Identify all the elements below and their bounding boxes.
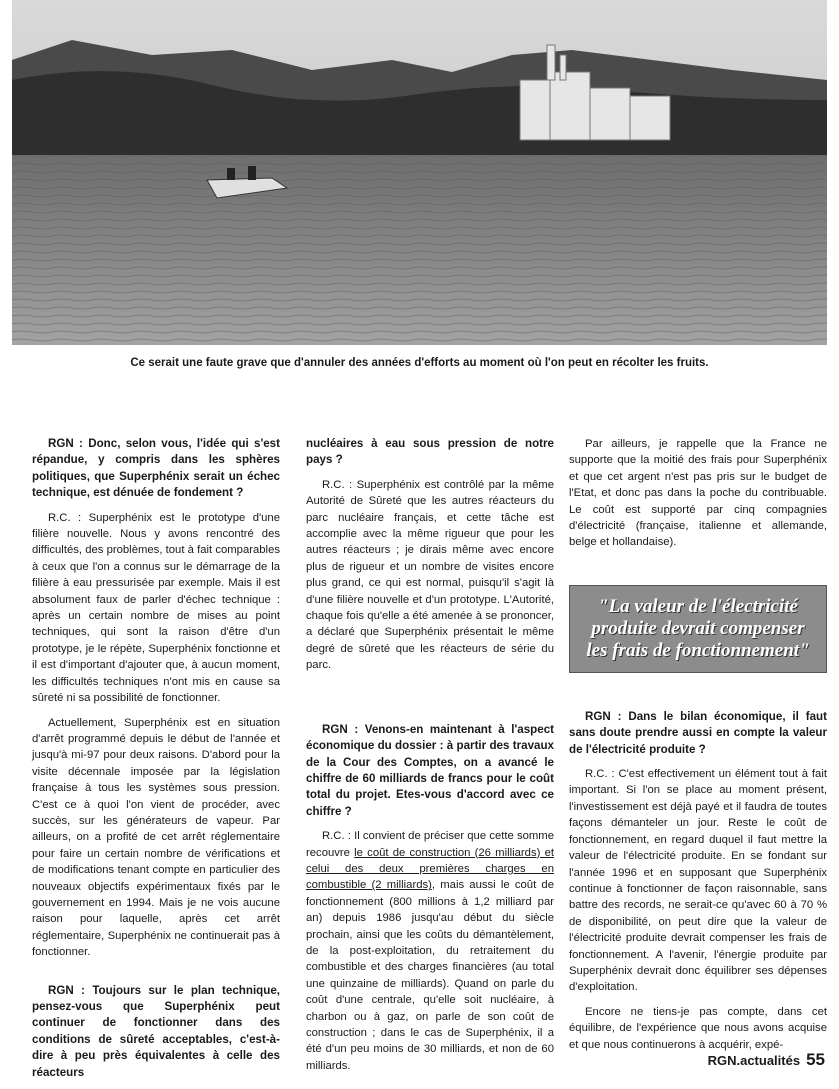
photo-caption: Ce serait une faute grave que d'annuler des années d'efforts au moment où l'on peut en récolter les fruits. — [130, 357, 709, 369]
answer-1: R.C. : Superphénix est le prototype d'une filière nouvelle. Nous y avons rencontré des difficultés, des problèmes, tout à fait comparables à ceux que l'on a connus sur le démarrage de la filière à eau pressurisée par exemple. Mais il est absolument faux de parler d'échec technique : après un certain nombre de mises au point techniques, qui sont la raison d'être d'un prototype, je le répète, Superphénix fonctionne et il est d'important d'ajouter que, à aucun moment, les difficultés techniques n'ont mis en cause sa sûreté ni sa possibilité de fonctionner. — [32, 511, 280, 705]
column-2 — [306, 436, 554, 1082]
column-3 — [569, 436, 827, 1053]
column-1 — [32, 436, 280, 1089]
answer-6: R.C. : C'est effectivement un élément tout à fait important. Si l'on se place au moment présent, l'investissement est déjà payé et il faudra de toutes façons démanteler un jour. Reste le coût de fonctionnement, en regard duquel il faut mettre la valeur de l'électricité produite. En se fondant sur l'année 1996 et en supposant que Superphénix continue à fonctionner de façon raisonnable, sans battre des records, ne serait-ce qu'avec 60 à 70 % de disponibilité, on peut dire que la valeur de l'électricité produite devrait compenser les frais de fonctionnement. A l'avenir, l'énergie produite par Superphénix devrait donc équilibrer ses dépenses d'exploitation. — [569, 768, 827, 994]
answer-2: Actuellement, Superphénix est en situation d'arrêt programmé depuis le début de l'année et jusqu'à mi-97 pour deux raisons. D'abord pour la visite décennale imposée par la législation française à tous les systèmes sous pression. C'est ce à quoi l'on vient de procéder, avec succès, sur les générateurs de vapeur. Par ailleurs, on a profité de cet arrêt réglementaire pour faire un certain nombre de vérifications et de modifications tenant compte en particulier des nouveaux objectifs expérimentaux fixés par le gouvernement en 1994. Mais je ne vois aucune raison pour laquelle, après cet arrêt réglementaire, Superphénix ne continuerait pas à fonctionner. — [32, 716, 280, 959]
answer-7: Encore ne tiens-je pas compte, dans cet équilibre, de l'expérience que nous avons acquise et que nous continuerons à acquérir, expé- — [569, 1005, 827, 1051]
answer-4: R.C. : Il convient de préciser que cette somme recouvre le coût de construction (26 milliards) et celui des deux premières charges en combustible (2 milliards), mais aussi le coût de fonctionnement (800 millions à 1,2 milliard par an) depuis 1986 jusqu'au début du siècle prochain, ainsi que les coûts du démantèlement, de la post-exploitation, du retraitement du combustible et des charges financières (au total une quinzaine de milliards). Quand on parle du coût d'une centrale, qu'elle soit nucléaire, à charbon ou à gaz, on parle de son coût de construction ; dans le cas de Superphénix, il a été d'un peu moins de 30 milliards, et non de 60 milliards. — [306, 830, 555, 1072]
answer-5: Par ailleurs, je rappelle que la France ne supporte que la moitié des frais pour Superphénix et que cet argent n'est pas pris sur le budget de l'Etat, et donc pas dans la poche du contribuable. Le coût est supporté par cinq compagnies d'électricité (française, italienne et allemande, belge et hollandaise). — [569, 438, 827, 549]
page-footer — [708, 1050, 825, 1070]
question-4: RGN : Dans le bilan économique, il faut sans doute prendre aussi en compte la valeur de l'électricité produite ? — [569, 709, 827, 756]
publication-name: RGN.actualités — [707, 1053, 801, 1068]
question-1: RGN : Donc, selon vous, l'idée qui s'est répandue, y compris dans les sphères politiques, que Superphénix serait un échec technique, est dénuée de fondement ? — [32, 437, 280, 500]
question-2: RGN : Toujours sur le plan technique, pensez-vous que Superphénix peut continuer de fonctionner dans des conditions de sûreté acceptables, c'est-à-dire à peu près équivalentes à celle des réacteurs — [32, 983, 280, 1079]
pull-quote: "La valeur de l'électricité produite devrait compenser les frais de fonctionnement" — [569, 585, 827, 673]
underlined-cost-passage: le coût de construction (26 milliards) et celui des deux premières charges en combustible (2 milliards) — [306, 846, 555, 892]
answer-3: R.C. : Superphénix est contrôlé par la même Autorité de Sûreté que les autres réacteurs du parc nucléaire français, et cette tâche est accomplie avec la même rigueur que pour les autres réacteurs ; je dirais même avec encore plus de rigueur et un nombre de visites encore plus grand, ce qui est normal, puisqu'il s'agit là d'une filière nouvelle et d'un prototype. L'Autorité, chaque fois qu'elle a été amenée à se prononcer, a déclaré que Superphénix présentait le même degré de sûreté que les réacteurs de série du parc. — [306, 478, 554, 672]
question-3: RGN : Venons-en maintenant à l'aspect économique du dossier : à partir des travaux de la Cour des Comptes, on a avancé le chiffre de 60 milliards de francs pour le coût total du projet. Etes-vous d'accord avec ce chiffre ? — [306, 722, 554, 818]
question-2-continued: nucléaires à eau sous pression de notre pays ? — [306, 437, 554, 467]
river-power-plant-photo — [12, 0, 827, 345]
page-number: 55 — [806, 1050, 825, 1069]
